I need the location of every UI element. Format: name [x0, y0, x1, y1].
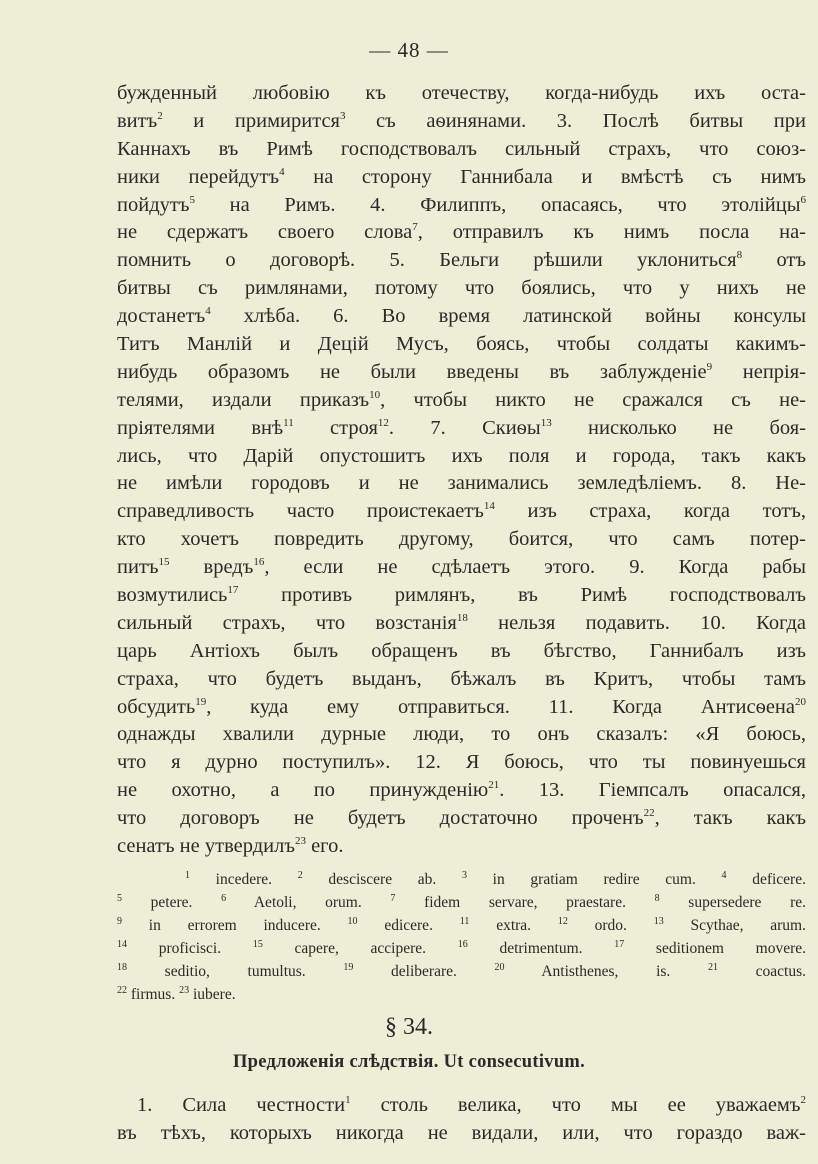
text-run: нисколько не боя- [551, 416, 806, 439]
text-line [117, 387, 806, 415]
text-run: лись, что Дарій опустошитъ ихъ поля и города, такъ какъ [117, 444, 806, 467]
footnote-marker: 10 [347, 916, 358, 927]
footnote-marker: 8 [654, 893, 660, 904]
text-run: petere. [122, 894, 222, 911]
footnote-marker: 1 [185, 870, 190, 881]
footnote-marker: 5 [117, 893, 122, 904]
footnote-marker: 13 [540, 416, 552, 429]
footnotes [117, 868, 806, 1006]
footnote-marker: 17 [227, 584, 239, 597]
footnote-marker: 19 [195, 695, 207, 708]
footnote-marker: 9 [706, 360, 713, 373]
footnote-marker: 12 [557, 916, 568, 927]
footnote-marker: 4 [205, 305, 211, 318]
text-run: съ аѳинянами. 3. Послѣ битвы при [345, 109, 806, 132]
text-run: телями, издали приказъ [117, 388, 370, 411]
text-run: seditionem movere. [624, 940, 806, 957]
body-text [117, 80, 806, 861]
text-run: на сторону Ганнибала и вмѣстѣ съ нимъ [284, 165, 806, 188]
text-line [117, 415, 806, 443]
text-line [117, 937, 806, 960]
footnote-marker: 12 [377, 416, 389, 429]
text-run: , такъ какъ [654, 807, 806, 830]
text-line [117, 1092, 806, 1120]
footnote-marker: 22 [643, 807, 655, 820]
text-run: пріятелями внѣ [117, 416, 284, 439]
text-run: . 13. Гіемпсалъ опасался, [499, 779, 806, 802]
text-run: бужденный любовію къ отечеству, когда-нибудь ихъ оста- [117, 82, 806, 104]
text-line [117, 610, 806, 638]
text-line [117, 805, 806, 833]
text-run: fidem servare, praestare. [395, 894, 655, 911]
text-run: не охотно, а по принужденію [117, 779, 489, 802]
text-run: достанетъ [117, 305, 206, 328]
text-line [117, 638, 806, 666]
text-run: Antisthenes, is. [504, 963, 708, 980]
text-run: . 7. Скиѳы [388, 416, 541, 439]
text-run: , куда ему отправиться. 11. Когда Антисѳена [206, 695, 795, 718]
text-run: Каннахъ въ Римѣ господствовалъ сильный страхъ, что союз- [117, 137, 806, 160]
text-line [117, 108, 806, 136]
text-run: incedere. [190, 871, 298, 888]
footnote-marker: 21 [488, 779, 500, 792]
text-run: in gratiam redire cum. [466, 871, 722, 888]
text-run: deliberare. [353, 963, 495, 980]
text-line [117, 443, 806, 471]
footnote-marker: 2 [800, 1094, 806, 1106]
text-run: сенатъ не утвердилъ [117, 835, 295, 858]
text-line [117, 1120, 806, 1148]
text-run: изъ страха, когда тотъ, [494, 500, 806, 523]
text-run: помнить о договорѣ. 5. Бельги рѣшили уклониться [117, 249, 737, 272]
text-run: , если не сдѣлаетъ этого. 9. Когда рабы [264, 556, 806, 579]
text-run: и примирится [162, 109, 340, 132]
text-run: питъ [117, 556, 159, 579]
footnote-marker: 1 [345, 1094, 351, 1106]
text-line [117, 303, 806, 331]
footnote-marker: 7 [412, 221, 418, 234]
text-run: строя [293, 416, 378, 439]
text-line [117, 960, 806, 983]
footnote-marker: 15 [158, 556, 170, 569]
text-run: in errorem inducere. [122, 917, 348, 934]
footnote-marker: 11 [283, 416, 294, 429]
text-run: Aetoli, orum. [226, 894, 391, 911]
footnote-marker: 14 [483, 500, 495, 513]
text-line [117, 554, 806, 582]
text-line [117, 891, 806, 914]
text-run: царь Антіохъ былъ обращенъ въ бѣгство, Ганнибалъ изъ [117, 639, 806, 662]
text-line [117, 694, 806, 722]
text-line [117, 136, 806, 164]
text-run: edicere. [357, 917, 460, 934]
text-run: обсудить [117, 695, 196, 718]
text-line [117, 498, 806, 526]
text-run: deficere. [726, 871, 806, 888]
page-number: — 48 — [369, 38, 449, 62]
text-line [117, 914, 806, 937]
text-run: страха, что будетъ выданъ, бѣжалъ въ Критъ, чтобы тамъ [117, 667, 806, 690]
footnote-marker: 2 [297, 870, 303, 881]
footnote-marker: 18 [456, 611, 468, 624]
text-run: не сдержатъ своего слова [117, 221, 413, 244]
text-line [117, 833, 806, 861]
text-line [117, 983, 806, 1006]
text-run: 1. Сила честности [137, 1094, 346, 1116]
text-run: firmus. [127, 986, 180, 1003]
footnote-marker: 11 [459, 916, 470, 927]
text-run: непрія- [712, 360, 807, 383]
footnote-marker: 23 [179, 985, 190, 996]
text-run: хлѣба. 6. Во время латинской войны консулы [210, 305, 806, 328]
footnote-marker: 19 [343, 962, 354, 973]
text-line [117, 526, 806, 554]
text-run: Титъ Манлій и Децій Мусъ, боясь, чтобы солдаты какимъ- [117, 333, 806, 356]
footnote-marker: 10 [369, 388, 381, 401]
text-line [117, 582, 806, 610]
text-run: , чтобы никто не сражался съ не- [380, 388, 806, 411]
footnote-marker: 4 [721, 870, 727, 881]
text-run: возмутились [117, 584, 228, 607]
footnote-marker: 14 [117, 939, 127, 950]
footnote-marker: 3 [339, 109, 346, 122]
text-run: ники перейдутъ [117, 165, 280, 188]
footnote-marker: 17 [614, 939, 625, 950]
text-line [117, 470, 806, 498]
text-run: пойдутъ [117, 193, 190, 216]
footnote-marker: 16 [253, 556, 265, 569]
text-run: кто хочетъ повредить другому, боится, что самъ потер- [117, 528, 806, 551]
text-run: однажды хвалили дурные люди, то онъ сказалъ: «Я боюсь, [117, 723, 806, 746]
footnote-marker: 22 [117, 985, 127, 996]
text-line [117, 247, 806, 275]
text-run: нибудь образомъ не были введены въ заблужденіе [117, 360, 707, 383]
text-run: справедливость часто проистекаетъ [117, 500, 484, 523]
text-line [117, 359, 806, 387]
footnote-marker: 21 [707, 962, 718, 973]
footnote-marker: 5 [189, 193, 195, 206]
text-line [117, 219, 806, 247]
footnote-marker: 20 [795, 695, 806, 708]
text-run: capere, accipere. [262, 940, 458, 957]
text-run: что я дурно поступилъ». 12. Я боюсь, что ты повинуешься [117, 751, 806, 774]
footnote-marker: 16 [457, 939, 468, 950]
footnote-marker: 8 [736, 249, 743, 262]
text-line [117, 331, 806, 359]
text-run: его. [305, 835, 344, 858]
footnote-marker: 20 [494, 962, 505, 973]
text-run: что договоръ не будетъ достаточно проченъ [117, 807, 644, 830]
footnote-marker: 3 [461, 870, 467, 881]
text-line [117, 192, 806, 220]
text-line [117, 721, 806, 749]
footnote-marker: 2 [157, 109, 163, 122]
text-run: столь велика, что мы ее уважаемъ [350, 1094, 801, 1116]
text-run: Scythae, arum. [663, 917, 806, 934]
text-run: ordo. [567, 917, 654, 934]
text-run: отъ [742, 249, 806, 272]
footnote-marker: 18 [117, 962, 127, 973]
text-line [117, 164, 806, 192]
text-line [117, 777, 806, 805]
text-run: iubere. [189, 986, 236, 1003]
text-line [117, 749, 806, 777]
section-text [117, 1092, 806, 1148]
footnote-marker: 23 [294, 835, 306, 848]
section-heading: Предложенія слѣдствія. Ut consecutivum. [232, 1052, 586, 1072]
text-run: не имѣли городовъ и не занимались земледѣліемъ. 8. Не- [117, 472, 806, 495]
footnote-marker: 9 [117, 916, 122, 927]
text-run: detrimentum. [467, 940, 615, 957]
text-line [117, 80, 806, 108]
text-run: битвы съ римлянами, потому что боялись, что у нихъ не [117, 277, 806, 300]
text-run: противъ римлянъ, въ Римѣ господствовалъ [238, 584, 806, 607]
section-number: § 34. [385, 1014, 433, 1040]
text-run: extra. [469, 917, 558, 934]
footnote-marker: 13 [653, 916, 664, 927]
text-run: на Римъ. 4. Филиппъ, опасаясь, что этолійцы [194, 193, 801, 216]
text-line [117, 275, 806, 303]
text-run: desciscere ab. [302, 871, 462, 888]
text-run: seditio, tumultus. [127, 963, 344, 980]
text-run: нельзя подавить. 10. Когда [467, 611, 806, 634]
text-line [117, 868, 806, 891]
footnote-marker: 15 [252, 939, 263, 950]
text-line [117, 666, 806, 694]
text-run: сильный страхъ, что возстанія [117, 611, 457, 634]
footnote-marker: 6 [800, 193, 806, 206]
text-run: coactus. [717, 963, 806, 980]
footnote-marker: 7 [390, 893, 396, 904]
text-run: , отправилъ къ нимъ посла на- [417, 221, 806, 244]
text-run: вредъ [169, 556, 254, 579]
text-run: proficisci. [127, 940, 253, 957]
footnote-marker: 4 [279, 165, 285, 178]
text-run: supersedere re. [659, 894, 807, 911]
text-run: въ тѣхъ, которыхъ никогда не видали, или, что гораздо важ- [117, 1121, 806, 1144]
text-run: витъ [117, 109, 158, 132]
footnote-marker: 6 [221, 893, 227, 904]
